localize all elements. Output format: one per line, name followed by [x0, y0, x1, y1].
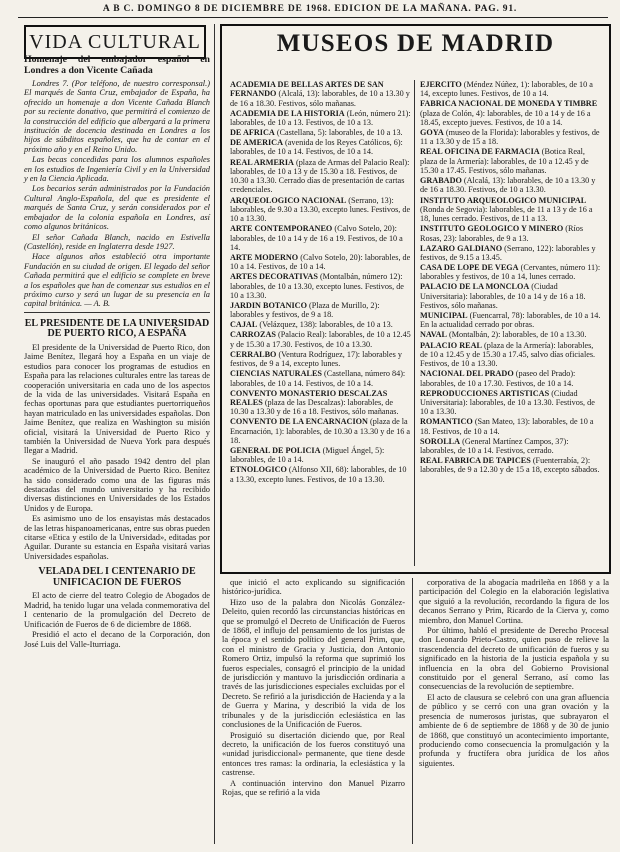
paragraph: El acto de cierre del teatro Colegio de Abogados de Madrid, ha tenido lugar una velada conmemorativa del I centenario de la promulgación del Decreto de Unificación de Fueros de 6 de diciembre de 1868.: [24, 591, 210, 629]
museum-hours: (Méndez Núñez, 1): laborables, de 10 a 14, excepto lunes. Festivos, de 10 a 14.: [420, 80, 593, 99]
headline-fueros: VELADA DEL I CENTENARIO DE UNIFICACION DE FUEROS: [38, 566, 196, 588]
museum-name: CIENCIAS NATURALES: [230, 369, 322, 379]
museum-hours: (San Mateo, 13): laborables, de 10 a 18. Festivos, de 10 a 14.: [420, 417, 594, 436]
museum-name: ACADEMIA DE BELLAS ARTES DE SAN FERNANDO: [230, 80, 384, 99]
museos-column-b: [420, 80, 602, 476]
paragraph: El presidente de la Universidad de Puerto Rico, don Jaime Benítez, llegará hoy a España en un viaje de estudios para conocer los programas de estudios en España para las relaciones culturales entre las tareas de cooperación universitaria en cada uno de los aspectos de la vida de las universidades. Visitará España en fechas oportunas para que estudiantes puertorriqueños hayan matriculado en las universidades españolas. Don Jaime Benítez, que realiza en Washington su misión oficial, visitará la Universidad de Puerto Rico y también la Universidad de Nueva York para después llegar a Madrid.: [24, 342, 210, 456]
museum-hours: (Miguel Ángel, 5): laborables, de 10 a 14.: [230, 446, 385, 465]
museum-name: REAL OFICINA DE FARMACIA: [420, 147, 540, 157]
museum-name: LAZARO GALDIANO: [420, 243, 503, 253]
museum-name: NAVAL: [420, 330, 447, 340]
museum-name: INSTITUTO GEOLOGICO Y MINERO: [420, 224, 564, 234]
paragraph: A continuación intervino don Manuel Pizarro Rojas, que se refirió a la vida: [222, 778, 405, 797]
museum-name: CERRALBO: [230, 349, 277, 359]
museum-hours: (avenida de los Reyes Católicos, 6): laborables, de 10 a 14. Festivos, de 10 a 14.: [230, 138, 403, 157]
museum-hours: (plaza de Armas del Palacio Real): laborables, de 10 a 13 y de 15.30 a 18. Festivos, de 10.30 a 13.30. Cerrado días de presentación de cartas credenciales.: [230, 157, 410, 195]
paragraph: Es asimismo uno de los ensayistas más destacados de las letras hispanoamericanas, entre sus obras pueden citarse «Etica y estilo de la Universidad», editadas por Aguilar. Durante su estancia en España visitará varias Universidades españolas.: [24, 514, 210, 561]
museum-hours: (museo de la Florida): laborables y festivos, de 11 a 13.30 y de 15 a 18.: [420, 128, 600, 147]
paragraph: Presidió el acto el decano de la Corporación, don José Luis del Valle-Iturriaga.: [24, 630, 210, 649]
museum-name: ROMANTICO: [420, 417, 473, 427]
museum-name: CAJAL: [230, 320, 258, 330]
museum-hours: (Plaza de Murillo, 2): laborables y festivos, de 9 a 18.: [230, 301, 380, 320]
museum-hours: (Calvo Sotelo, 20): laborables, de 10 a 14. Festivos, de 10 a 14.: [230, 252, 411, 272]
museum-entry: [420, 244, 602, 263]
museum-hours: (Ronda de Segovia): laborables, de 11 a 13 y de 16 a 18, lunes cerrado. Festivos, de 11 a 13.: [420, 204, 593, 224]
museum-hours: (Ventura Rodríguez, 17): laborables y festivos, de 9 a 14, excepto lunes.: [230, 349, 402, 369]
paragraph: El acto de clausura se celebró con una gran afluencia de público y se cerró con una gran ovación y la presencia de numerosos juristas, que subrayaron el ambiente de 6 de septiembre de 1868 y de 30 de junio de 1868, que constituyó un acontecimiento importante, produciendo como consecuencia la promulgación y la profunda y fructífera obra jurídica de los años siguientes.: [419, 692, 609, 768]
museum-entry: [420, 99, 602, 127]
museum-name: REPRODUCCIONES ARTISTICAS: [420, 388, 550, 398]
museum-entry: [420, 80, 602, 99]
museum-entry: [230, 369, 412, 388]
museum-entry: [230, 158, 412, 195]
museum-hours: (Alcalá, 13): laborables, de 10 a 13.30 y de 16 a 18.30. Festivos, sólo mañanas.: [230, 89, 410, 108]
paragraph: que inició el acto explicando su significación histórico-jurídica.: [222, 578, 405, 597]
paragraph: Los becarios serán administrados por la Fundación Cultural Anglo-Española, del que es presidente el marqués de Santa Cruz, y serán considerados por el embajador de la colonia española en Londres, así como algunos británicos.: [24, 184, 210, 232]
divider: [24, 312, 210, 313]
museum-name: ARQUEOLOGICO NACIONAL: [230, 195, 347, 205]
bottom-column-middle: [222, 578, 405, 798]
museum-name: ARTES DECORATIVAS: [230, 272, 318, 282]
paragraph: Prosiguió su disertación diciendo que, por Real decreto, la unificación de los fueros constituyó una «unidad jurisdiccional» permanente, que tiene desde entonces tres ramas: la ordinaria, la eclesiástica y la castrense.: [222, 730, 405, 778]
museum-name: JARDIN BOTANICO: [230, 301, 307, 310]
museum-entry: [230, 417, 412, 445]
museum-entry: [420, 224, 602, 243]
museum-hours: (Calvo Sotelo, 20): laborables, de 10 a 14 y de 16 a 19. Festivos, de 10 a 14.: [230, 224, 403, 252]
museum-entry: [420, 263, 602, 282]
museum-entry: [230, 109, 412, 128]
museum-name: CARROZAS: [230, 330, 276, 340]
paragraph: Hizo uso de la palabra don Nicolás González-Deleito, quien recordó las circunstancias históricas en que se promulgó el Decreto de Unificación de Fueros de 1868, el influjo del pensamiento de los juristas de la época y el sentido político del general Prim, que, con el ministro de Gracia y Justicia, don Antonio Romero Ortiz, impulsó la reforma que suprimió los fueros especiales, consagró el principio de la unidad de jurisdicción y mantuvo la jurisdicción ordinaria a través de las jurisdicciones especiales excluidas por el Decreto. Se refirió a la jurisdicción de Hacienda y a la de Guerra y Marina, y describió la vida de los tribunales y de la jurisdicción eclesiástica en las conclusiones de la Unificación de Fueros.: [222, 597, 405, 730]
museum-name: ETNOLOGICO: [230, 465, 287, 475]
museum-name: ARTE CONTEMPORANEO: [230, 224, 333, 234]
museum-entry: [420, 176, 602, 195]
header-rule: [18, 17, 608, 18]
museum-name: DE AMERICA: [230, 138, 283, 148]
paragraph: Londres 7. (Por teléfono, de nuestro corresponsal.) El marqués de Santa Cruz, embajador de España, ha ofrecido un homenaje a don Vicente Cañada Blanch por su reciente donativo, que permitirá el comienzo de la construcción del edificio que albergará a la primera institución de docencia destinada en Londres a los hijos de súbditos españoles, que ha de contar en el próximo año y en el Reino Unido.: [24, 79, 210, 154]
museum-name: CONVENTO MONASTERIO DESCALZAS REALES: [230, 388, 388, 407]
museum-hours: (Ríos Rosas, 23): laborables, de 9 a 13.: [420, 224, 584, 243]
column-divider: [412, 578, 413, 844]
museum-hours: (plaza de las Descalzas): laborables, de 10.30 a 13.30 y de 16 a 18. Festivos, sólo mañanas.: [230, 397, 399, 417]
museum-name: INSTITUTO ARQUEOLOGICO MUNICIPAL: [420, 195, 587, 205]
museum-entry: [230, 224, 412, 252]
museum-hours: (León, número 21): laborables, de 10 a 13. Festivos, de 10 a 13.: [230, 108, 411, 127]
museum-entry: [420, 389, 602, 417]
paragraph: Hace algunos años estableció otra importante Fundación en su ciudad de origen. El legado del señor Cañada permitirá que el edificio se complete en breve a los españoles que han de comenzar sus estudios en el próximo curso y será un lugar de su presencia en la capital británica. — A. B.: [24, 252, 210, 309]
museum-hours: (Alcalá, 13): laborables, de 10 a 13.30 y de 16 a 18.30. Festivos, de 10 a 13.30.: [420, 176, 596, 195]
museum-entry: [230, 138, 412, 157]
museum-entry: [230, 196, 412, 224]
museum-hours: (paseo del Prado): laborables, de 10 a 17.30. Festivos, de 10 a 14.: [420, 369, 576, 388]
headline-cañada: Homenaje del embajador español en Londres a don Vicente Cañada: [24, 54, 210, 76]
museum-name: ACADEMIA DE LA HISTORIA: [230, 108, 345, 118]
museum-entry: [230, 446, 412, 465]
headline-puerto-rico: EL PRESIDENTE DE LA UNIVERSIDAD DE PUERTO RICO, A ESPAÑA: [24, 317, 210, 340]
museum-name: MUNICIPAL: [420, 311, 468, 321]
museum-name: GRABADO: [420, 176, 462, 186]
museos-divider: [414, 80, 415, 566]
museum-hours: (plaza de la Armería): laborables, de 10 a 12.45 y de 15.30 a 17.45, salvo días oficiales. Festivos, de 10 a 13.30.: [420, 340, 596, 369]
museum-entry: [230, 272, 412, 300]
museum-entry: [420, 456, 602, 475]
museos-column-a: [230, 80, 412, 485]
museum-name: ARTE MODERNO: [230, 252, 299, 262]
left-column: [24, 54, 210, 650]
museum-hours: (Fuencarral, 78): laborables, de 10 a 14. En la actualidad cerrado por obras.: [420, 311, 601, 330]
museum-entry: [230, 350, 412, 369]
museum-entry: [420, 147, 602, 175]
museum-entry: [420, 341, 602, 369]
museum-name: GENERAL DE POLICIA: [230, 446, 321, 456]
museum-entry: [420, 196, 602, 224]
museum-hours: (Serrano, 13): laborables, de 9.30 a 13.30, excepto lunes. Festivos, de 10 a 13.30.: [230, 195, 411, 224]
museum-name: REAL FABRICA DE TAPICES: [420, 456, 531, 466]
museum-entry: [420, 417, 602, 436]
museum-entry: [420, 330, 602, 339]
paragraph: El señor Cañada Blanch, nacido en Estivella (Castellón), reside en Inglaterra desde 1927.: [24, 232, 210, 251]
museum-name: CONVENTO DE LA ENCARNACION: [230, 417, 368, 427]
museum-hours: (plaza de Colón, 4): laborables, de 10 a 14 y de 16 a 18.45, excepto jueves. Festivos, de 10 a 14.: [420, 108, 591, 127]
museos-title: MUSEOS DE MADRID: [276, 30, 555, 57]
museum-hours: (Castellana, número 84): laborables, de 10 a 14. Festivos, de 10 a 14.: [230, 369, 406, 388]
museum-name: REAL ARMERIA: [230, 157, 294, 167]
museum-hours: (Montalbán, número 12): laborables, de 10 a 13.30, excepto lunes. Festivos, de 10 a 13.30.: [230, 272, 404, 300]
museum-entry: [230, 301, 412, 320]
column-divider: [214, 24, 215, 844]
museum-entry: [420, 311, 602, 330]
museum-entry: [230, 465, 412, 484]
museum-name: EJERCITO: [420, 80, 462, 89]
museum-entry: [230, 80, 412, 108]
museum-entry: [230, 253, 412, 272]
museum-name: PALACIO REAL: [420, 340, 482, 350]
museum-hours: (General Martínez Campos, 37): laborables, de 10 a 14. Festivos, cerrado.: [420, 436, 569, 456]
museum-entry: [420, 282, 602, 310]
museum-hours: (Serrano, 122): laborables y festivos, de 9.15 a 13.45.: [420, 243, 596, 262]
museum-entry: [420, 437, 602, 456]
museum-name: NACIONAL DEL PRADO: [420, 369, 514, 379]
museum-hours: (Cervantes, número 11): laborables y festivos, de 10 a 14, lunes cerrado.: [420, 263, 601, 282]
paragraph: Se inauguró el año pasado 1942 dentro del plan académico de la Universidad de Puerto Rico. Benítez ha sido considerado como una de las figuras más destacadas del mundo universitario y ha recibido diversas distinciones en Universidades de los Estados Unidos y de Europa.: [24, 456, 210, 513]
museum-hours: (Alfonso XII, 68): laborables, de 10 a 13.30, excepto lunes. Festivos, de 10 a 13.30.: [230, 465, 407, 484]
page-header: A B C. DOMINGO 8 DE DICIEMBRE DE 1968. EDICION DE LA MAÑANA. PAG. 91.: [102, 4, 518, 14]
museum-entry: [420, 369, 602, 388]
museum-hours: (Velázquez, 138): laborables, de 10 a 13.: [259, 320, 393, 330]
museum-name: FABRICA NACIONAL DE MONEDA Y TIMBRE: [420, 99, 598, 109]
museum-name: GOYA: [420, 128, 444, 138]
museum-hours: (plaza de la Encarnación, 1): laborables, de 10.30 a 13.30 y de 16 a 18.: [230, 417, 411, 445]
paragraph: corporativa de la abogacía madrileña en 1868 y a la participación del Colegio en la elaboración legislativa que siguió a la revolución, recordando la figura de los decanos Serrano y Prim, Ricardo de la Cierva y, como miembro, don Manuel Cortina.: [419, 578, 609, 625]
museum-entry: [230, 330, 412, 349]
paragraph: Las becas concedidas para los alumnos españoles en los estudios de Ingeniería Civil y en la Universidad y en la Ciencia Aplicada.: [24, 155, 210, 184]
paragraph: Por último, habló el presidente de Derecho Procesal don Leonardo Prieto-Castro, quien puso de relieve la trascendencia del decreto de unificación de fueros y su significado en la historia de la justicia española y su influencia en la obra del Gobierno Provisional constituido por el general Serrano, así como las consecuencias de la revolución de septiembre.: [419, 626, 609, 692]
museum-entry: [230, 128, 412, 137]
museum-hours: (Castellana, 5): laborables, de 10 a 13.: [276, 128, 403, 138]
section-title-box: VIDA CULTURAL: [24, 25, 206, 59]
museum-name: PALACIO DE LA MONCLOA: [420, 282, 530, 292]
museum-hours: (Botica Real, plaza de la Armería): laborables, de 10 a 12.45 y de 15.30 a 17.45. Festivos, sólo mañanas.: [420, 147, 589, 176]
museum-name: DE AFRICA: [230, 128, 275, 138]
museum-hours: (Fuenterrabía, 2): laborables, de 9 a 12.30 y de 15 a 18, excepto sábados.: [420, 456, 600, 475]
museum-name: SOROLLA: [420, 436, 461, 446]
museum-hours: (Palacio Real): laborables, de 10 a 12.45 y de 15.30 a 17.30. Festivos, de 10 a 13.30.: [230, 330, 411, 349]
museum-entry: [420, 128, 602, 147]
museos-box: [220, 24, 611, 574]
museum-hours: (Montalbán, 2): laborables, de 10 a 13.30.: [449, 330, 587, 340]
museum-entry: [230, 320, 412, 329]
museum-entry: [230, 389, 412, 417]
museum-hours: (Ciudad Universitaria): laborables, de 10 a 13.30. Festivos, de 10 a 13.30.: [420, 388, 595, 417]
museum-hours: (Ciudad Universitaria): laborables, de 10 a 14 y de 16 a 18. Festivos, sólo mañanas.: [420, 282, 586, 310]
bottom-column-right: [419, 578, 609, 769]
museum-name: CASA DE LOPE DE VEGA: [420, 263, 519, 273]
